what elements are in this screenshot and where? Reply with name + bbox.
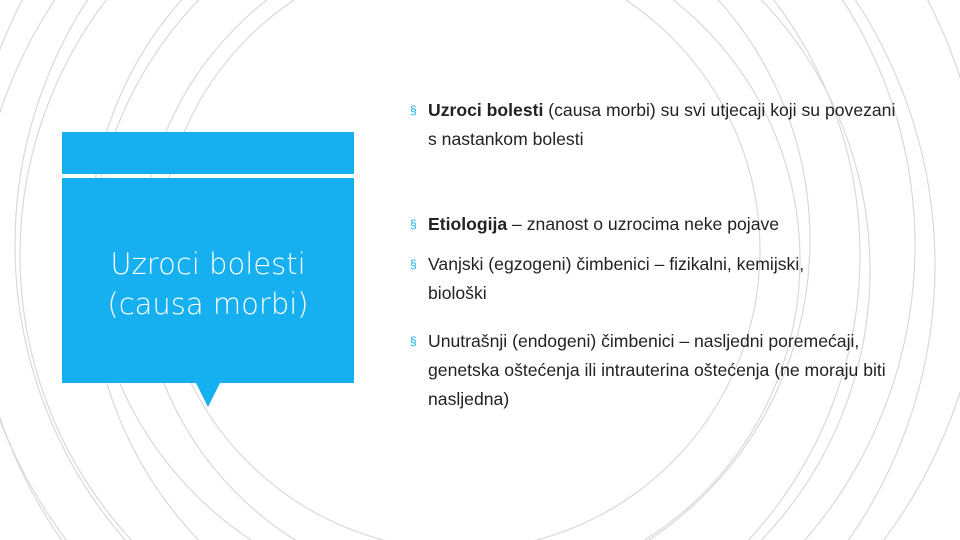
slide-title-line-1: Uzroci bolesti bbox=[110, 247, 306, 281]
bullet-term: Uzroci bolesti bbox=[428, 100, 544, 120]
bullet-term: Etiologija bbox=[428, 214, 508, 234]
bullet-item-3 bbox=[410, 250, 848, 308]
slide-title bbox=[62, 244, 354, 324]
bullet-marker-icon: § bbox=[410, 334, 417, 348]
bullet-item-4 bbox=[410, 327, 898, 414]
title-panel-pointer bbox=[196, 383, 220, 407]
bullet-marker-icon: § bbox=[410, 217, 417, 231]
bullet-text: Unutrašnji (endogeni) čimbenici – nasljedni poremećaji, genetska oštećenja ili intrauterina oštećenja (ne moraju biti nasljedna) bbox=[428, 331, 886, 409]
bullet-marker-icon: § bbox=[410, 257, 417, 271]
bullet-marker-icon: § bbox=[410, 103, 417, 117]
bullet-text: – znanost o uzrocima neke pojave bbox=[507, 214, 780, 234]
bullet-item-1 bbox=[410, 96, 908, 154]
title-accent-strip bbox=[62, 132, 354, 174]
bullet-text: Vanjski (egzogeni) čimbenici – fizikalni, kemijski, biološki bbox=[428, 254, 805, 303]
slide-title-line-2: (causa morbi) bbox=[107, 287, 309, 321]
bullet-item-2 bbox=[410, 210, 908, 239]
bullet-text: (causa morbi) su svi utjecaji koji su povezani s nastankom bolesti bbox=[428, 100, 896, 149]
